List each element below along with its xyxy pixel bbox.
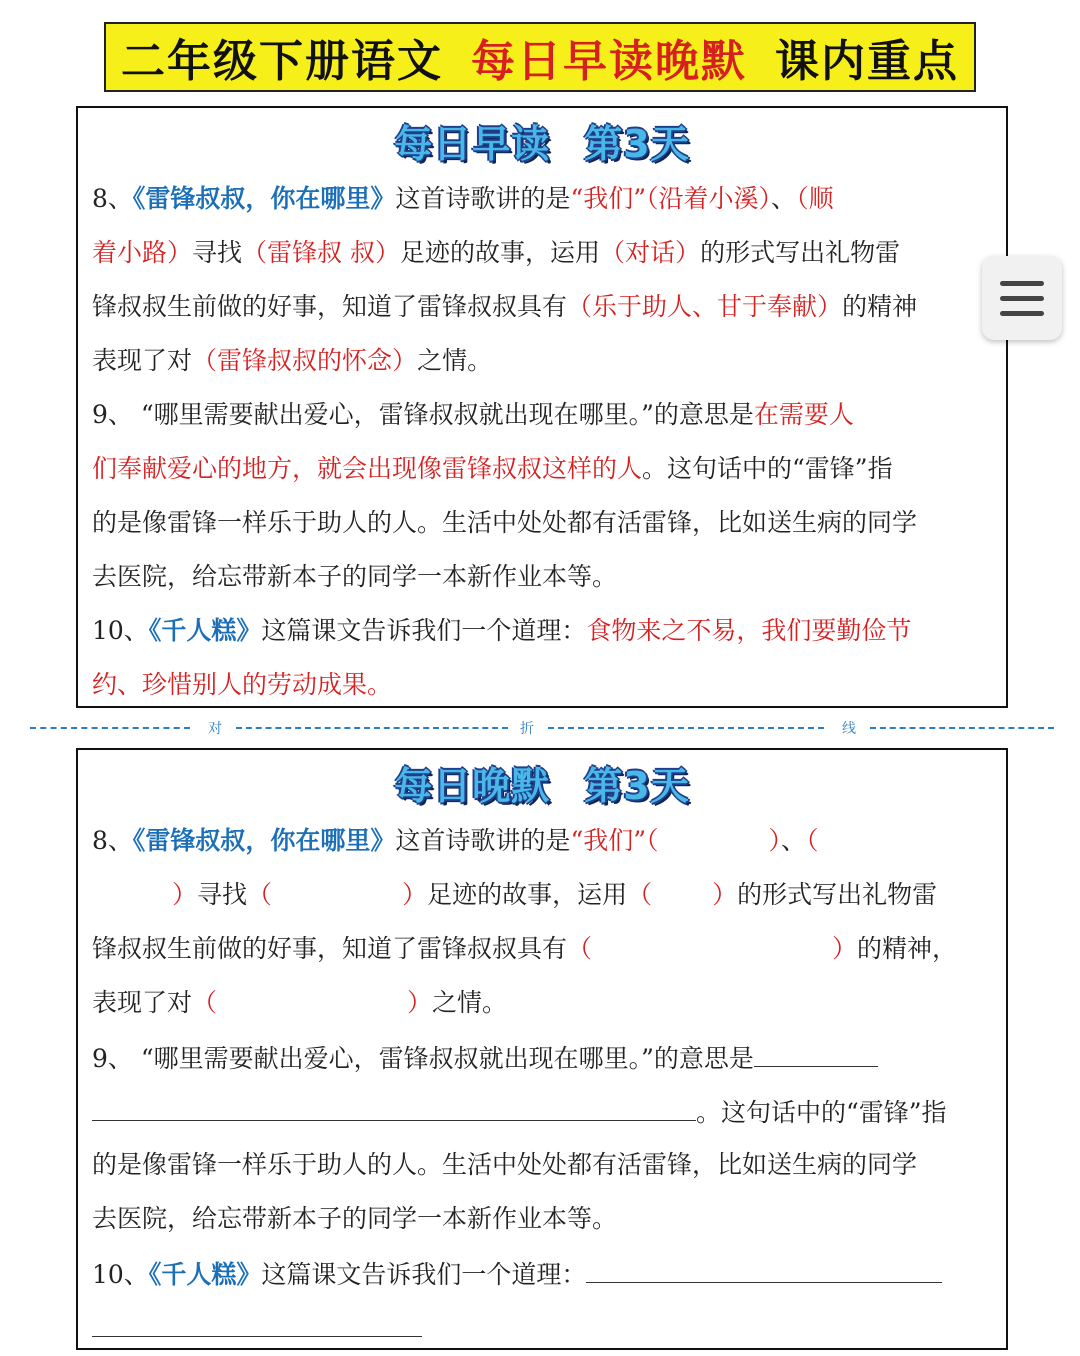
text: 、 xyxy=(771,184,797,213)
evening-line-5 xyxy=(92,1030,992,1084)
answer: 在需要人 xyxy=(753,400,854,429)
answer: 食物来之不易，我们要勤俭节 xyxy=(586,616,912,645)
bracket: ） xyxy=(392,346,418,375)
text: 的形式写出礼物雷 xyxy=(700,238,901,267)
title-focus: 课内重点 xyxy=(775,36,959,87)
evening-content xyxy=(92,814,992,1354)
question-number: 8、 xyxy=(92,184,133,213)
text: 这篇课文告诉我们一个道理： xyxy=(261,1260,587,1289)
morning-line-8: 去医院，给忘带新本子的同学一本新作业本等。 xyxy=(92,562,618,591)
text: 这首诗歌讲的是 xyxy=(395,826,571,855)
fold-label-2: 折 xyxy=(520,721,534,737)
morning-heading-day: 第3天 xyxy=(584,121,690,166)
morning-heading-label: 每日早读 xyxy=(394,121,551,166)
morning-line-2 xyxy=(92,226,992,280)
evening-line-6 xyxy=(92,1084,992,1138)
evening-line-7: 的是像雷锋一样乐于助人的人。生活中处处都有活雷锋，比如送生病的同学 xyxy=(92,1150,918,1179)
quoted-word: “我们” xyxy=(570,826,646,855)
text: 寻找 xyxy=(192,238,243,267)
bracket: （ xyxy=(192,346,218,375)
text: 之情。 xyxy=(432,988,508,1017)
answer: 乐于助人、甘于奉献 xyxy=(592,292,818,321)
text: 的精神， xyxy=(857,934,958,963)
morning-line-10 xyxy=(92,658,992,712)
bracket: （ xyxy=(567,934,593,963)
morning-line-9 xyxy=(92,604,992,658)
lesson-title: 《千人糕》 xyxy=(148,616,262,645)
morning-line-3 xyxy=(92,280,992,334)
evening-line-2 xyxy=(92,868,992,922)
bracket: ） xyxy=(817,292,843,321)
bracket: ） xyxy=(768,826,782,855)
evening-line-10 xyxy=(92,1300,992,1354)
hamburger-menu-icon[interactable] xyxy=(982,256,1062,340)
bracket: ） xyxy=(832,934,858,963)
bracket: ） xyxy=(407,988,433,1017)
bracket: ） xyxy=(167,238,193,267)
bracket: （ xyxy=(600,238,626,267)
bracket: ） xyxy=(758,184,772,213)
bracket: （ xyxy=(247,880,273,909)
answer-underline[interactable] xyxy=(754,1030,878,1067)
title-grade: 二年级下册语文 xyxy=(121,36,443,87)
text: 锋叔叔生前做的好事，知道了雷锋叔叔具有 xyxy=(92,292,568,321)
evening-heading-day: 第3天 xyxy=(584,763,690,808)
morning-line-4 xyxy=(92,334,992,388)
question-number: 10、 xyxy=(92,616,149,645)
answer: 着小路 xyxy=(92,238,168,267)
bracket: （ xyxy=(242,238,268,267)
bracket: ） xyxy=(402,880,428,909)
evening-line-3 xyxy=(92,922,992,976)
text: 表现了对 xyxy=(92,988,193,1017)
text: 足迹的故事，运用 xyxy=(427,880,628,909)
text: 寻找 xyxy=(197,880,248,909)
answer-underline[interactable] xyxy=(586,1246,942,1283)
text: 这首诗歌讲的是 xyxy=(395,184,571,213)
text: 。这句话中的“雷锋”指 xyxy=(642,454,893,483)
text: 。这句话中的“雷锋”指 xyxy=(696,1098,947,1127)
answer-underline[interactable] xyxy=(92,1084,696,1121)
bracket: ） xyxy=(712,880,738,909)
morning-reading-panel xyxy=(76,106,1008,708)
bracket: （ xyxy=(806,826,819,855)
lesson-title: 《雷锋叔叔，你在哪里》 xyxy=(132,826,396,855)
lesson-title: 《千人糕》 xyxy=(148,1260,262,1289)
text: 这篇课文告诉我们一个道理： xyxy=(261,616,587,645)
fold-label-1: 对 xyxy=(208,721,222,737)
question-number: 8、 xyxy=(92,826,133,855)
bracket: （ xyxy=(567,292,593,321)
morning-line-5 xyxy=(92,388,992,442)
evening-line-1 xyxy=(92,814,992,868)
text: 表现了对 xyxy=(92,346,193,375)
bracket: （ xyxy=(646,826,659,855)
evening-dictation-panel xyxy=(76,748,1008,1350)
bracket: （ xyxy=(796,184,809,213)
text: 之情。 xyxy=(417,346,493,375)
fold-label-3: 线 xyxy=(842,721,856,737)
bracket: （ xyxy=(627,880,653,909)
morning-panel-heading xyxy=(78,108,1006,172)
title-series: 每日早读晚默 xyxy=(471,36,747,87)
answer-underline[interactable] xyxy=(92,1300,422,1337)
morning-content xyxy=(92,172,992,712)
evening-line-4 xyxy=(92,976,992,1030)
evening-panel-heading xyxy=(78,750,1006,814)
fold-line xyxy=(30,718,1054,738)
quoted-word: “我们” xyxy=(570,184,646,213)
answer: 顺 xyxy=(808,184,834,213)
bracket: ） xyxy=(172,880,198,909)
evening-heading-label: 每日晚默 xyxy=(394,763,551,808)
evening-line-9 xyxy=(92,1246,992,1300)
bracket: （ xyxy=(192,988,218,1017)
answer: 沿着小溪 xyxy=(658,184,759,213)
text: 的形式写出礼物雷 xyxy=(737,880,938,909)
question-number: 10、 xyxy=(92,1260,149,1289)
text: 的精神 xyxy=(842,292,918,321)
bracket: ） xyxy=(375,238,401,267)
morning-line-1 xyxy=(92,172,992,226)
text: 足迹的故事，运用 xyxy=(400,238,601,267)
lesson-title: 《雷锋叔叔，你在哪里》 xyxy=(132,184,396,213)
answer: 对话 xyxy=(625,238,676,267)
answer: 们奉献爱心的地方，就会出现像雷锋叔叔这样的人 xyxy=(92,454,643,483)
bracket: ） xyxy=(675,238,701,267)
morning-line-6 xyxy=(92,442,992,496)
answer: 约、珍惜别人的劳动成果。 xyxy=(92,670,393,699)
text: 9、 “哪里需要献出爱心，雷锋叔叔就出现在哪里。”的意思是 xyxy=(92,1044,754,1073)
text: 锋叔叔生前做的好事，知道了雷锋叔叔具有 xyxy=(92,934,568,963)
bracket: （ xyxy=(646,184,659,213)
evening-line-8: 去医院，给忘带新本子的同学一本新作业本等。 xyxy=(92,1204,618,1233)
answer: 雷锋叔 叔 xyxy=(267,238,376,267)
text: 9、 “哪里需要献出爱心，雷锋叔叔就出现在哪里。”的意思是 xyxy=(92,400,754,429)
answer: 雷锋叔叔的怀念 xyxy=(217,346,393,375)
morning-line-7: 的是像雷锋一样乐于助人的人。生活中处处都有活雷锋，比如送生病的同学 xyxy=(92,508,918,537)
page-title xyxy=(104,22,976,92)
text: 、 xyxy=(781,826,807,855)
